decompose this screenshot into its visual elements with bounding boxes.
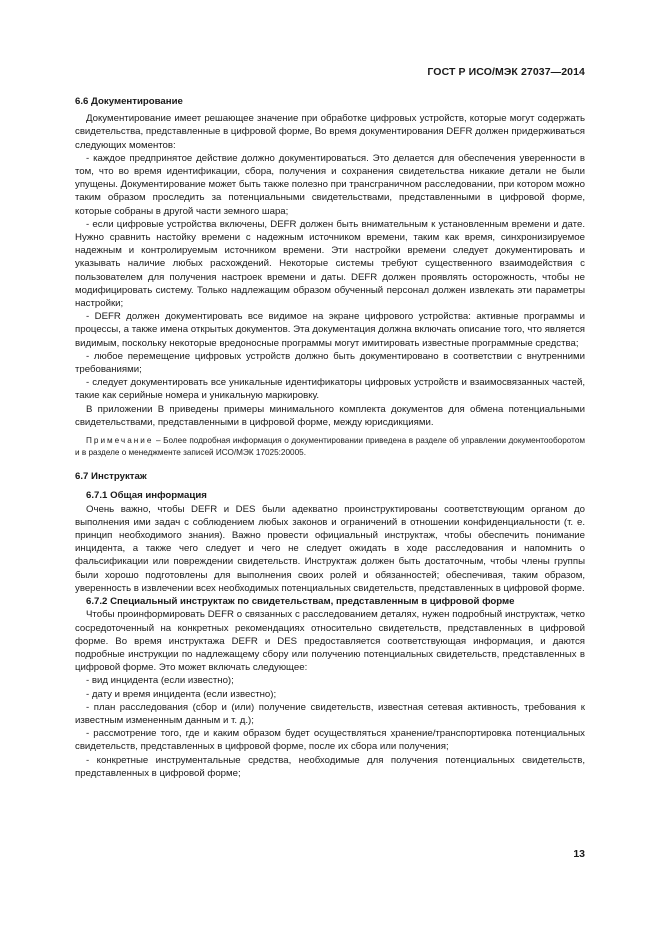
subsection-6-7-2-heading: 6.7.2 Специальный инструктаж по свидетельствам, представленным в цифровой форме xyxy=(86,596,515,608)
note-text: – Более подробная информация о документировании приведена в разделе об управлении документооборотом и в разделе о менеджменте записей ИСО/МЭК 17025:20005. xyxy=(75,436,585,457)
page-number: 13 xyxy=(573,848,585,860)
subsection-6-7-1-heading: 6.7.1 Общая информация xyxy=(86,490,207,502)
standard-header: ГОСТ Р ИСО/МЭК 27037—2014 xyxy=(427,66,585,78)
section-6-6-heading: 6.6 Документирование xyxy=(75,96,183,107)
page-content xyxy=(75,95,585,780)
subsection-6-7-2-item: - вид инцидента (если известно); xyxy=(86,675,234,687)
subsection-6-7-2-item: - план расследования (сбор и (или) получение свидетельств, известная сетевая активность, требования к известным измененным данным и т. д.); xyxy=(75,701,585,726)
section-6-6-item: - если цифровые устройства включены, DEFR должен быть внимательным к установленным времени и дате. Нужно сравнить настойку времени с надежным источником времени, таким как время, синхронизируемое надежным и контролируемым источником времени. Эти настройки времени следует документировать и указывать наличие любых расхождений. Некоторые системы требуют существенного взаимодействия с пользователем для получения настроек времени и даты. DEFR должен проявлять осторожность, чтобы не модифицировать систему. Только надлежащим образом обученный персонал должен извлекать эти параметры настройки; xyxy=(75,218,585,310)
section-6-6-appendix: В приложении В приведены примеры минимального комплекта документов для обмена потенциальными свидетельствами, представленными в цифровой форме, между юрисдикциями. xyxy=(75,403,585,428)
section-6-6-item: - следует документировать все уникальные идентификаторы цифровых устройств и взаимосвязанных частей, такие как серийные номера и уникальную маркировку. xyxy=(75,377,585,402)
subsection-6-7-2-item: - дату и время инцидента (если известно); xyxy=(86,688,277,700)
section-6-6-item: - DEFR должен документировать все видимое на экране цифрового устройства: активные программы и процессы, а также имена открытых документов. Эта документация должна включать описание того, что является видимым, поскольку некоторые вредоносные программы могут имитировать известные программные средства; xyxy=(75,311,585,349)
section-6-6-item: - каждое предпринятое действие должно документироваться. Это делается для обеспечения уверенности в том, что во время идентификации, сбора, получения и сохранения свидетельства никакие детали не были упущены. Документирование может быть также полезно при трансграничном расследовании, при котором можно таким образом проследить за потенциальными свидетельствами, представленными в цифровой форме, которые собраны в другой части земного шара; xyxy=(75,152,585,217)
subsection-6-7-2-text: Чтобы проинформировать DEFR о связанных с расследованием деталях, нужен подробный инструктаж, четко сосредоточенный на конкретных рекомендациях относительно свидетельств, представленных в цифровой форме. Во время инструктажа DEFR и DES предоставляется соответствующая информация, и даются подробные инструкции по надлежащему сбору или получению потенциальных свидетельств, представленных в цифровой форме. Это может включать следующее: xyxy=(75,609,585,674)
subsection-6-7-1-text: Очень важно, чтобы DEFR и DES были адекватно проинструктированы соответствующим органом до выполнения ими задач с соблюдением любых законов и ограничений в отношении конфиденциальности (т. е. принцип необходимого знания). Важно провести официальный инструктаж, чтобы обеспечить понимание инцидента, а также чего следует и чего не следует ожидать в ходе расследования и напомнить о фальсификации или повреждении свидетельств. Инструктаж должен быть достаточным, чтобы члены группы были хорошо подготовлены для выполнения своих ролей и обязанностей; обеспечивая, таким образом, уверенность в извлечении всех необходимых потенциальных свидетельств, представленных в цифровой форме. xyxy=(75,503,585,594)
subsection-6-7-2-item: - конкретные инструментальные средства, необходимые для получения потенциальных свидетельств, представленных в цифровой форме; xyxy=(75,754,585,779)
subsection-6-7-2-item: - рассмотрение того, где и каким образом будет осуществляться хранение/транспортировка потенциальных свидетельств, представленных в цифровой форме, после их сбора или получения; xyxy=(75,728,585,753)
section-6-6-item: - любое перемещение цифровых устройств должно быть документировано в соответствии с внутренними требованиями; xyxy=(75,350,585,376)
section-6-7-heading: 6.7 Инструктаж xyxy=(75,471,147,483)
note xyxy=(75,435,585,458)
section-6-6-intro: Документирование имеет решающее значение при обработке цифровых устройств, которые могут содержать свидетельства, представленные в цифровой форме, Во время документирования DEFR должен придерживаться следующих моментов: xyxy=(75,113,585,151)
note-label: Примечание xyxy=(86,436,154,446)
